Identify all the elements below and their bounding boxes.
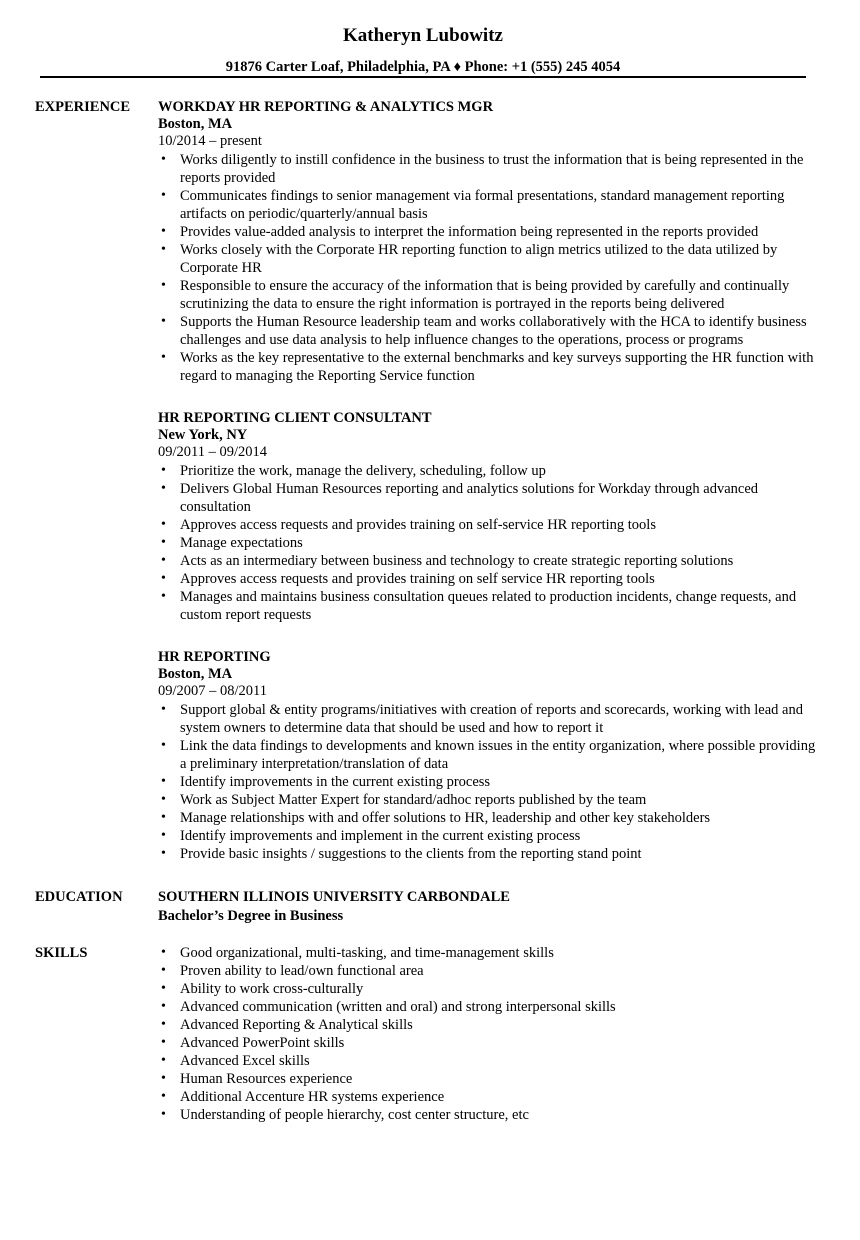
bullet-item: • Identify improvements in the current existing process [180,773,818,791]
section-label-skills: SKILLS [35,945,88,961]
bullet-item: • Identify improvements and implement in the current existing process [180,827,818,845]
bullet-item: • Works as the key representative to the external benchmarks and key surveys supporting the HR function with regard to managing the Reporting Service function [180,349,818,385]
skill-item: • Advanced Reporting & Analytical skills [180,1016,818,1034]
bullet-item: • Provides value-added analysis to interpret the information being represented in the reports provided [180,223,818,241]
job-location: Boston, MA [158,666,233,682]
bullet-item: • Manages and maintains business consultation queues related to production incidents, change requests, and custom report requests [180,588,818,624]
bullet-item: • Link the data findings to developments and known issues in the entity organization, where possible providing a preliminary interpretation/translation of data [180,737,818,773]
skills-body [158,944,818,1124]
job-bullets [158,151,818,385]
job-title: HR REPORTING CLIENT CONSULTANT [158,410,432,426]
bullet-item: • Provide basic insights / suggestions to the clients from the reporting stand point [180,845,818,863]
job-entry [158,409,818,624]
bullet-item: • Works diligently to instill confidence in the business to trust the information that is being represented in the reports provided [180,151,818,187]
candidate-name: Katheryn Lubowitz [343,25,503,46]
bullet-item: • Approves access requests and provides training on self-service HR reporting tools [180,516,818,534]
experience-body [158,98,818,887]
job-bullets [158,462,818,624]
job-location: Boston, MA [158,116,233,132]
bullet-item: • Supports the Human Resource leadership team and works collaboratively with the HCA to identify business challenges and use data analysis to help influence changes to the operations, process or programs [180,313,818,349]
header-divider [40,76,806,78]
job-bullets [158,701,818,863]
bullet-item: • Acts as an intermediary between business and technology to create strategic reporting solutions [180,552,818,570]
bullet-item: • Work as Subject Matter Expert for standard/adhoc reports published by the team [180,791,818,809]
skill-item: • Advanced Excel skills [180,1052,818,1070]
bullet-item: • Communicates findings to senior management via formal presentations, standard management reporting artifacts on periodic/quarterly/annual basis [180,187,818,223]
job-dates: 10/2014 – present [158,133,262,149]
job-location: New York, NY [158,427,248,443]
job-entry [158,98,818,385]
bullet-item: • Responsible to ensure the accuracy of the information that is being provided by carefully and continually scrutinizing the data to ensure the right information is portrayed in the reports being delivered [180,277,818,313]
bullet-item: • Approves access requests and provides training on self service HR reporting tools [180,570,818,588]
degree-name: Bachelor’s Degree in Business [158,908,344,924]
job-title: HR REPORTING [158,649,271,665]
bullet-item: • Delivers Global Human Resources reporting and analytics solutions for Workday through advanced consultation [180,480,818,516]
skill-item: • Human Resources experience [180,1070,818,1088]
bullet-item: • Support global & entity programs/initiatives with creation of reports and scorecards, working with lead and system owners to determine data that should be used and how to report it [180,701,818,737]
skill-item: • Good organizational, multi-tasking, and time-management skills [180,944,818,962]
bullet-item: • Prioritize the work, manage the delivery, scheduling, follow up [180,462,818,480]
contact-line: 91876 Carter Loaf, Philadelphia, PA ♦ Phone: +1 (555) 245 4054 [225,59,621,75]
education-body [158,888,818,926]
skill-item: • Advanced PowerPoint skills [180,1034,818,1052]
bullet-item: • Manage expectations [180,534,818,552]
skill-item: • Ability to work cross-culturally [180,980,818,998]
skills-list [158,944,818,1124]
bullet-item: • Works closely with the Corporate HR reporting function to align metrics utilized to the data utilized by Corporate HR [180,241,818,277]
job-entry [158,648,818,863]
skill-item: • Advanced communication (written and oral) and strong interpersonal skills [180,998,818,1016]
school-name: SOUTHERN ILLINOIS UNIVERSITY CARBONDALE [158,889,510,905]
skill-item: • Understanding of people hierarchy, cost center structure, etc [180,1106,818,1124]
section-label-education: EDUCATION [35,889,123,905]
skill-item: • Additional Accenture HR systems experience [180,1088,818,1106]
job-dates: 09/2007 – 08/2011 [158,683,268,699]
section-label-experience: EXPERIENCE [35,99,131,115]
resume-header [40,24,806,76]
skill-item: • Proven ability to lead/own functional area [180,962,818,980]
job-dates: 09/2011 – 09/2014 [158,444,268,460]
bullet-item: • Manage relationships with and offer solutions to HR, leadership and other key stakeholders [180,809,818,827]
job-title: WORKDAY HR REPORTING & ANALYTICS MGR [158,99,494,115]
